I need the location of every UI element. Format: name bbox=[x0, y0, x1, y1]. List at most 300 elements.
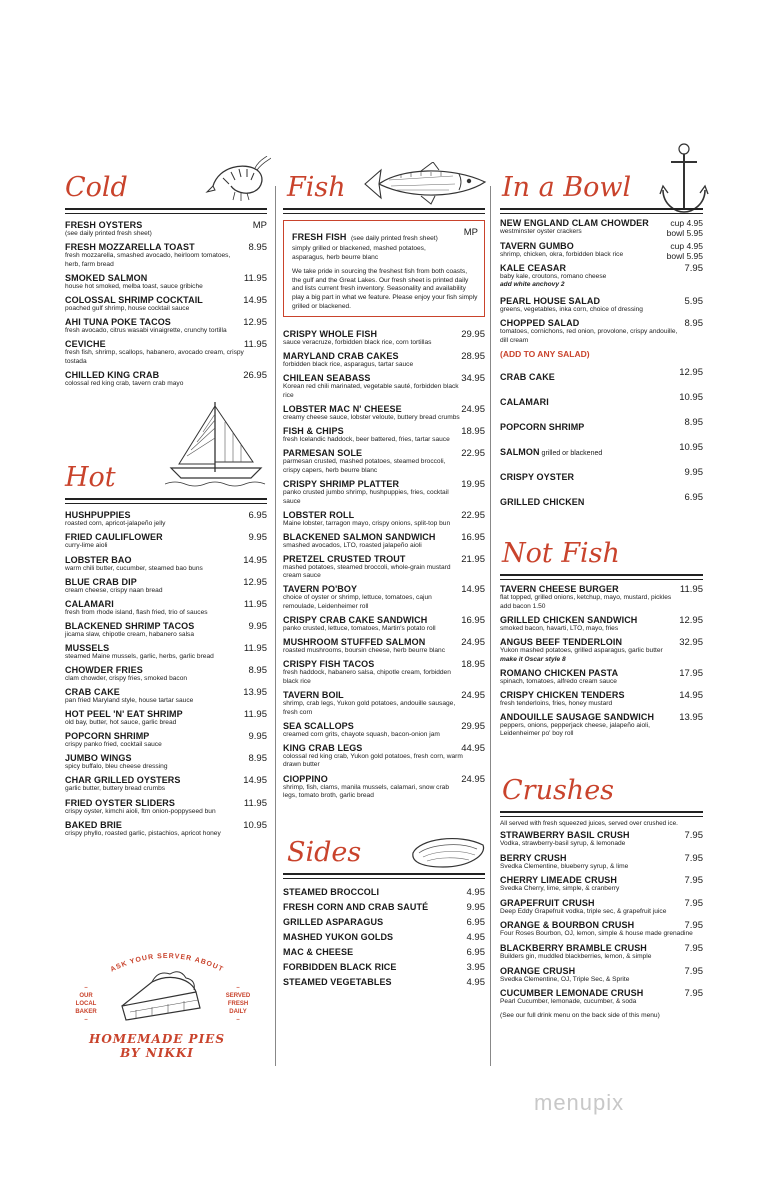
item-desc: fresh haddock, habanero salsa, chipotle cream, forbidden black rice bbox=[283, 669, 451, 685]
bowl-header bbox=[500, 170, 703, 210]
menu-item[interactable] bbox=[500, 296, 703, 315]
item-name: TAVERN GUMBO bbox=[500, 240, 574, 251]
sides-header bbox=[283, 835, 485, 875]
item-price: 4.95 bbox=[466, 976, 485, 988]
menu-item[interactable] bbox=[65, 599, 267, 618]
item-desc: smoked bacon, havarti, LTO, mayo, fries bbox=[500, 624, 619, 632]
item-name: FRESH FISH bbox=[292, 232, 347, 242]
menu-item[interactable] bbox=[65, 775, 267, 794]
addon-item[interactable] bbox=[500, 367, 703, 385]
item-desc: pan fried Maryland style, house tartar sauce bbox=[65, 697, 194, 705]
item-desc: mashed potatoes, steamed broccoli, whole-grain mustard cream sauce bbox=[283, 563, 451, 580]
item-price: 11.95 bbox=[243, 797, 267, 809]
item-price: 24.95 bbox=[461, 637, 485, 649]
item-price: 11.95 bbox=[243, 272, 267, 284]
item-price: 9.95 bbox=[466, 901, 485, 913]
homemade-pies-badge bbox=[72, 944, 262, 1069]
drink-item[interactable] bbox=[500, 830, 703, 849]
crushes-intro: All served with fresh squeezed juices, served over crushed ice. bbox=[500, 820, 678, 827]
menu-item[interactable] bbox=[65, 577, 267, 596]
item-desc: old bay, butter, hot sauce, garlic bread bbox=[65, 719, 177, 727]
item-desc: house hot smoked, melba toast, sauce gribiche bbox=[65, 282, 203, 290]
pie-slice-icon bbox=[112, 962, 212, 1026]
item-desc: spicy buffalo, bleu cheese dressing bbox=[65, 763, 168, 771]
item-price: cup 4.95 bowl 5.95 bbox=[666, 218, 703, 238]
item-desc: warm chili butter, cucumber, steamed bao buns bbox=[65, 564, 203, 572]
item-desc: fresh mozzarella, smashed avocado, heirloom tomatoes, herb, farm bread bbox=[65, 252, 231, 268]
crushes-title: Crushes bbox=[502, 775, 615, 806]
addon-item[interactable] bbox=[500, 417, 703, 435]
menu-item[interactable] bbox=[65, 709, 267, 728]
addon-item[interactable] bbox=[500, 392, 703, 410]
item-name: FRIED CAULIFLOWER bbox=[65, 532, 163, 543]
item-name: PEARL HOUSE SALAD bbox=[500, 295, 601, 306]
item-price: 16.95 bbox=[461, 531, 485, 543]
item-name: TAVERN CHEESE BURGER bbox=[500, 584, 619, 595]
item-price: 13.95 bbox=[243, 687, 267, 699]
item-desc: Four Roses Bourbon, OJ, lemon, simple & house made grenadine bbox=[500, 930, 693, 938]
item-price: 29.95 bbox=[461, 329, 485, 341]
item-name: FRIED OYSTER SLIDERS bbox=[65, 797, 176, 808]
item-desc: forbidden black rice, asparagus, tartar sauce bbox=[283, 361, 414, 369]
drink-menu-note: (See our full drink menu on the back side of this menu) bbox=[500, 1011, 660, 1019]
item-name: FORBIDDEN BLACK RICE bbox=[283, 961, 397, 972]
item-name: HUSHPUPPIES bbox=[65, 510, 131, 521]
item-price: 4.95 bbox=[466, 886, 485, 898]
menu-item[interactable] bbox=[283, 448, 485, 475]
item-price: 10.95 bbox=[679, 392, 703, 404]
crushes-list bbox=[500, 830, 703, 1007]
menu-item[interactable] bbox=[283, 690, 485, 717]
item-name: CRISPY WHOLE FISH bbox=[283, 329, 378, 340]
item-name: CRAB CAKE bbox=[500, 372, 555, 383]
item-desc: peppers, onions, pepperjack cheese, jalapeño aioli, Leidenheimer po' boy roll bbox=[500, 721, 650, 738]
sides-title: Sides bbox=[287, 836, 362, 868]
column-right bbox=[500, 170, 703, 1019]
item-price: 34.95 bbox=[461, 373, 485, 385]
item-name: CEVICHE bbox=[65, 339, 106, 350]
addon-item[interactable] bbox=[500, 492, 703, 510]
drink-item[interactable] bbox=[500, 988, 703, 1007]
oyster-illustration bbox=[409, 833, 489, 871]
item-desc: (see daily printed fresh sheet) bbox=[65, 230, 152, 237]
menu-item[interactable] bbox=[283, 774, 485, 801]
item-name: GRAPEFRUIT CRUSH bbox=[500, 897, 595, 908]
item-price: 7.95 bbox=[684, 920, 703, 932]
item-desc: crispy oyster, kimchi aioli, ftm onion-poppyseed bun bbox=[65, 807, 216, 815]
item-name: BLUE CRAB DIP bbox=[65, 576, 137, 587]
salad-addons-list bbox=[500, 367, 703, 510]
menu-item[interactable] bbox=[500, 318, 703, 345]
item-name: POPCORN SHRIMP bbox=[500, 422, 585, 433]
menu-item[interactable] bbox=[65, 242, 267, 269]
item-name: CRISPY SHRIMP PLATTER bbox=[283, 478, 400, 489]
addon-item[interactable] bbox=[500, 442, 703, 460]
item-name: FISH & CHIPS bbox=[283, 426, 344, 437]
item-name: SEA SCALLOPS bbox=[283, 720, 354, 731]
item-price: 24.95 bbox=[461, 773, 485, 785]
sailboat-illustration bbox=[165, 398, 275, 490]
item-price: 21.95 bbox=[461, 553, 485, 565]
menu-item[interactable] bbox=[65, 273, 267, 292]
item-price: 11.95 bbox=[243, 339, 267, 351]
item-name: CRISPY CRAB CAKE SANDWICH bbox=[283, 615, 428, 626]
item-name: STEAMED BROCCOLI bbox=[283, 886, 380, 897]
item-desc: roasted corn, apricot-jalapeño jelly bbox=[65, 520, 166, 528]
item-desc: shrimp, crab legs, Yukon gold potatoes, andouille sausage, fresh corn bbox=[283, 700, 456, 716]
item-name: CALAMARI bbox=[500, 397, 549, 408]
menu-item[interactable] bbox=[500, 615, 703, 634]
pie-title: HOMEMADE PIES BY NIKKI bbox=[89, 1032, 225, 1060]
item-name: CIOPPINO bbox=[283, 773, 328, 784]
item-name: FRESH CORN AND CRAB SAUTÉ bbox=[283, 901, 429, 912]
drink-item[interactable] bbox=[500, 943, 703, 962]
cold-title: Cold bbox=[65, 172, 128, 203]
cold-list bbox=[65, 220, 267, 388]
item-name: ROMANO CHICKEN PASTA bbox=[500, 667, 619, 678]
menu-item[interactable] bbox=[283, 426, 485, 445]
item-name: GRILLED CHICKEN bbox=[500, 497, 585, 508]
item-price: 28.95 bbox=[461, 351, 485, 363]
item-desc: tomatoes, cornichons, red onion, provolone, crispy andouille, dill cream bbox=[500, 327, 678, 344]
item-name: CRISPY OYSTER bbox=[500, 472, 575, 483]
item-desc: baby kale, croutons, romano cheese bbox=[500, 272, 607, 280]
watermark: menupix bbox=[534, 1090, 625, 1115]
fresh-fish-text: We take pride in sourcing the freshest fish from both coasts, the gulf and the Great Lakes. Our fresh sheet is printed daily and lists current fresh inventory. Seasonality and availability play a big part in what we feature. Please enjoy your fish simply grilled or blackened. bbox=[292, 268, 478, 310]
item-desc: crispy phyllo, roasted garlic, pistachios, apricot honey bbox=[65, 829, 221, 837]
item-price: 8.95 bbox=[248, 242, 267, 254]
menu-item[interactable] bbox=[283, 329, 485, 348]
item-desc: flat topped, grilled onions, ketchup, mayo, mustard, pickles bbox=[500, 594, 672, 602]
item-desc: smashed avocados, LTO, roasted jalapeño aioli bbox=[283, 541, 422, 549]
drink-item[interactable] bbox=[500, 920, 703, 939]
item-suffix: grilled or blackened bbox=[539, 450, 603, 458]
item-price: 3.95 bbox=[466, 961, 485, 973]
item-name: BERRY CRUSH bbox=[500, 852, 567, 863]
drink-item[interactable] bbox=[500, 875, 703, 894]
menu-item[interactable] bbox=[65, 220, 267, 239]
item-desc: creamy cheese sauce, lobster veloute, buttery bread crumbs bbox=[283, 414, 460, 422]
item-desc: spinach, tomatoes, alfredo cream sauce bbox=[500, 677, 617, 685]
menu-item[interactable] bbox=[500, 241, 703, 260]
item-desc: Svedka Cherry, lime, simple, & cranberry bbox=[500, 885, 620, 893]
item-desc: clam chowder, crispy fries, smoked bacon bbox=[65, 675, 188, 682]
column-middle bbox=[283, 170, 485, 992]
item-name: LOBSTER ROLL bbox=[283, 509, 355, 520]
item-price: 8.95 bbox=[684, 417, 703, 429]
item-desc: Pearl Cucumber, lemonade, cucumber, & soda bbox=[500, 998, 637, 1006]
menu-item[interactable] bbox=[283, 510, 485, 529]
menu-item[interactable] bbox=[283, 721, 485, 740]
item-price: 22.95 bbox=[461, 448, 485, 460]
item-price: 12.95 bbox=[243, 576, 267, 588]
item-desc: choice of oyster or shrimp, lettuce, tomatoes, cajun remoulade, Leidenheimer roll bbox=[283, 594, 432, 611]
item-price: 18.95 bbox=[461, 426, 485, 438]
item-name: STRAWBERRY BASIL CRUSH bbox=[500, 830, 630, 840]
item-name: PRETZEL CRUSTED TROUT bbox=[283, 553, 406, 564]
item-name: AHI TUNA POKE TACOS bbox=[65, 316, 171, 327]
item-price: 24.95 bbox=[461, 404, 485, 416]
menu-item[interactable] bbox=[283, 902, 485, 912]
item-desc: creamed corn grits, chayote squash, bacon-onion jam bbox=[283, 730, 440, 738]
item-desc: sauce veracruze, forbidden black rice, corn tortillas bbox=[283, 339, 432, 347]
item-name: GRILLED CHICKEN SANDWICH bbox=[500, 614, 638, 625]
menu-item[interactable] bbox=[283, 917, 485, 927]
item-price: 16.95 bbox=[461, 615, 485, 627]
item-desc: crispy panko fried, cocktail sauce bbox=[65, 741, 162, 749]
item-price: 10.95 bbox=[243, 819, 267, 831]
item-desc: panko crusted jumbo shrimp, hushpuppies, fries, cocktail sauce bbox=[283, 488, 449, 505]
item-desc: fresh Icelandic haddock, beer battered, fries, tartar sauce bbox=[283, 436, 450, 444]
item-note: (see daily printed fresh sheet) bbox=[350, 235, 438, 242]
item-price: 29.95 bbox=[461, 720, 485, 732]
menu-item[interactable] bbox=[500, 668, 703, 687]
item-price: 6.95 bbox=[684, 492, 703, 504]
column-left bbox=[65, 170, 267, 842]
item-price: 7.95 bbox=[684, 852, 703, 864]
item-name: CRAB CAKE bbox=[65, 687, 120, 698]
item-price: 11.95 bbox=[679, 584, 703, 596]
item-desc: colossal red king crab, Yukon gold potatoes, fresh corn, warm drawn butter bbox=[283, 752, 463, 769]
item-price: 8.95 bbox=[248, 665, 267, 676]
item-name: LOBSTER BAO bbox=[65, 554, 132, 565]
item-name: CHOWDER FRIES bbox=[65, 665, 143, 675]
menu-item[interactable] bbox=[65, 820, 267, 839]
item-name: ORANGE CRUSH bbox=[500, 965, 576, 976]
item-price: 9.95 bbox=[248, 731, 267, 743]
fish-title: Fish bbox=[287, 172, 346, 203]
item-price: 6.95 bbox=[248, 510, 267, 522]
notfish-header bbox=[500, 536, 703, 576]
item-desc: Yukon mashed potatoes, grilled asparagus, garlic butter bbox=[500, 646, 663, 654]
cold-header bbox=[65, 170, 267, 210]
item-desc: garlic butter, buttery bread crumbs bbox=[65, 785, 166, 793]
menu-item[interactable] bbox=[283, 932, 485, 942]
item-name: POPCORN SHRIMP bbox=[65, 731, 150, 742]
item-name: ORANGE & BOURBON CRUSH bbox=[500, 920, 635, 931]
item-price: 44.95 bbox=[461, 742, 485, 754]
item-price: 7.95 bbox=[684, 262, 703, 274]
menu-item[interactable] bbox=[500, 637, 703, 664]
item-price: 24.95 bbox=[461, 690, 485, 702]
item-desc: colossal red king crab, tavern crab mayo bbox=[65, 379, 184, 387]
menu-item[interactable] bbox=[500, 584, 703, 611]
menu-item[interactable] bbox=[283, 977, 485, 987]
item-desc: fresh avocado, citrus wasabi vinaigrette, crunchy tortilla bbox=[65, 326, 227, 334]
item-price: 11.95 bbox=[243, 642, 267, 654]
item-desc: panko crusted, lettuce, tomatoes, Martin's potato roll bbox=[283, 625, 436, 633]
item-price: 17.95 bbox=[679, 667, 703, 679]
item-desc: Deep Eddy Grapefruit vodka, triple sec, & grapefruit juice bbox=[500, 907, 667, 915]
bowl-list bbox=[500, 218, 703, 345]
item-name: GRILLED ASPARAGUS bbox=[283, 916, 384, 927]
item-price: 10.95 bbox=[679, 442, 703, 454]
item-name: MUSSELS bbox=[65, 642, 110, 653]
item-price: 7.95 bbox=[684, 830, 703, 841]
item-name: CUCUMBER LEMONADE CRUSH bbox=[500, 988, 644, 999]
menu-item[interactable] bbox=[65, 621, 267, 640]
menu-item[interactable] bbox=[283, 404, 485, 423]
item-desc: Korean red chili marinated, vegetable sauté, forbidden black rice bbox=[283, 383, 459, 399]
menu-item[interactable] bbox=[65, 687, 267, 706]
item-price: 12.95 bbox=[679, 367, 703, 379]
item-addon: make it Oscar style 8 bbox=[500, 655, 566, 663]
hot-list bbox=[65, 510, 267, 838]
item-price: 12.95 bbox=[243, 316, 267, 328]
item-price: 14.95 bbox=[243, 294, 267, 306]
item-name: CRISPY FISH TACOS bbox=[283, 659, 375, 670]
item-price: 7.95 bbox=[684, 875, 703, 887]
drink-item[interactable] bbox=[500, 966, 703, 985]
item-desc: shrimp, fish, clams, manila mussels, calamari, snow crab legs, tomato broth, garlic bread bbox=[283, 783, 449, 800]
item-desc: roasted mushrooms, boursin cheese, herb beurre blanc bbox=[283, 647, 446, 655]
item-price: 18.95 bbox=[461, 659, 485, 671]
sides-list bbox=[283, 887, 485, 987]
item-price: 14.95 bbox=[679, 689, 703, 701]
item-price: 14.95 bbox=[243, 775, 267, 787]
menu-item[interactable] bbox=[283, 584, 485, 611]
menu-item[interactable] bbox=[283, 947, 485, 957]
menu-item[interactable] bbox=[283, 554, 485, 581]
item-desc: curry-lime aioli bbox=[65, 542, 108, 550]
menu-item[interactable] bbox=[283, 615, 485, 634]
item-addon: add bacon 1.50 bbox=[500, 602, 546, 610]
add-to-salad-label: (ADD TO ANY SALAD) bbox=[500, 349, 590, 360]
item-name: BAKED BRIE bbox=[65, 819, 123, 830]
item-name: ANDOUILLE SAUSAGE SANDWICH bbox=[500, 711, 655, 722]
item-desc: steamed Maine mussels, garlic, herbs, garlic bread bbox=[65, 652, 214, 660]
menu-item[interactable] bbox=[283, 962, 485, 972]
item-desc: fresh from rhode island, flash fried, trio of sauces bbox=[65, 608, 208, 616]
item-name: HOT PEEL 'N' EAT SHRIMP bbox=[65, 709, 183, 720]
item-price: MP bbox=[463, 227, 478, 238]
item-price: 7.95 bbox=[684, 897, 703, 909]
menu-item[interactable] bbox=[283, 659, 485, 686]
item-name: MASHED YUKON GOLDS bbox=[283, 931, 394, 942]
item-price: 26.95 bbox=[243, 369, 267, 381]
menu-item[interactable] bbox=[65, 532, 267, 551]
item-price: 19.95 bbox=[461, 478, 485, 490]
drink-item[interactable] bbox=[500, 898, 703, 917]
menu-item[interactable] bbox=[65, 510, 267, 529]
item-name: KING CRAB LEGS bbox=[283, 742, 363, 753]
item-desc: Svedka Clementine, OJ, Triple Sec, & Sprite bbox=[500, 975, 630, 983]
item-desc: Builders gin, muddled blackberries, lemon, & simple bbox=[500, 952, 652, 960]
item-name: CHAR GRILLED OYSTERS bbox=[65, 775, 181, 786]
anchor-illustration bbox=[659, 142, 709, 218]
item-desc: cream cheese, crispy naan bread bbox=[65, 586, 163, 594]
pie-right-text: – SERVED FRESH DAILY – bbox=[225, 985, 251, 1023]
item-name: CALAMARI bbox=[65, 598, 114, 609]
item-desc: greens, vegetables, inka corn, choice of dressing bbox=[500, 305, 643, 313]
fresh-fish-box[interactable] bbox=[283, 220, 485, 317]
item-price: 11.95 bbox=[243, 598, 267, 610]
menu-item[interactable] bbox=[283, 887, 485, 897]
fish-header bbox=[283, 170, 485, 210]
drink-item[interactable] bbox=[500, 853, 703, 872]
column-divider bbox=[490, 186, 491, 1066]
menu-item[interactable] bbox=[65, 731, 267, 750]
menu-item[interactable] bbox=[500, 218, 703, 237]
item-name: TAVERN PO'BOY bbox=[283, 584, 358, 595]
item-name: MAC & CHEESE bbox=[283, 946, 354, 957]
item-name: STEAMED VEGETABLES bbox=[283, 976, 392, 987]
menu-item[interactable] bbox=[65, 643, 267, 662]
item-desc: Maine lobster, tarragon mayo, crispy onions, split-top bun bbox=[283, 519, 451, 527]
menu-item[interactable] bbox=[65, 370, 267, 389]
item-name: CHOPPED SALAD bbox=[500, 317, 580, 328]
item-name: MARYLAND CRAB CAKES bbox=[283, 351, 399, 362]
fish-list bbox=[283, 329, 485, 801]
item-desc: simply grilled or blackened, mashed potatoes, asparagus, herb beurre blanc bbox=[292, 245, 426, 261]
item-name: CRISPY CHICKEN TENDERS bbox=[500, 689, 625, 700]
item-price: 32.95 bbox=[679, 636, 703, 648]
menu-item[interactable] bbox=[283, 351, 485, 370]
item-price: 13.95 bbox=[679, 711, 703, 723]
item-name: MUSHROOM STUFFED SALMON bbox=[283, 637, 426, 648]
menu-item[interactable] bbox=[500, 690, 703, 709]
item-price: 6.95 bbox=[466, 916, 485, 928]
item-name: KALE CEASAR bbox=[500, 262, 567, 273]
item-name: COLOSSAL SHRIMP COCKTAIL bbox=[65, 294, 203, 305]
menu-item[interactable] bbox=[500, 712, 703, 739]
item-price: 8.95 bbox=[248, 753, 267, 765]
menu-item[interactable] bbox=[283, 373, 485, 400]
item-price: 7.95 bbox=[684, 988, 703, 1000]
menu-item[interactable] bbox=[65, 798, 267, 817]
item-desc: westminster oyster crackers bbox=[500, 228, 582, 235]
item-price: 7.95 bbox=[684, 942, 703, 954]
item-name: SALMON bbox=[500, 447, 540, 458]
item-price: MP bbox=[252, 220, 267, 231]
item-price: 4.95 bbox=[466, 931, 485, 943]
item-desc: fresh fish, shrimp, scallops, habanero, avocado cream, crispy tostada bbox=[65, 349, 244, 365]
item-name: ANGUS BEEF TENDERLOIN bbox=[500, 636, 623, 647]
item-name: CHERRY LIMEADE CRUSH bbox=[500, 875, 618, 886]
item-price: 7.95 bbox=[684, 965, 703, 977]
item-price: 9.95 bbox=[248, 620, 267, 632]
menu-item[interactable] bbox=[283, 532, 485, 551]
item-desc: fresh tenderloins, fries, honey mustard bbox=[500, 699, 613, 707]
hot-header bbox=[65, 460, 267, 500]
item-price: 9.95 bbox=[248, 532, 267, 544]
menu-item[interactable] bbox=[65, 753, 267, 772]
item-desc: jicama slaw, chipotle cream, habanero salsa bbox=[65, 630, 195, 638]
menu-item[interactable] bbox=[500, 263, 703, 290]
menu-item[interactable] bbox=[283, 479, 485, 506]
menu-item[interactable] bbox=[65, 555, 267, 574]
item-addon: add white anchovy 2 bbox=[500, 281, 565, 289]
pie-arc-label: ASK YOUR SERVER ABOUT bbox=[109, 952, 225, 974]
item-name: FRESH MOZZARELLA TOAST bbox=[65, 242, 195, 253]
menu-item[interactable] bbox=[65, 665, 267, 684]
item-desc: poached gulf shrimp, house cocktail sauce bbox=[65, 304, 190, 312]
menu-item[interactable] bbox=[65, 295, 267, 314]
item-name: BLACKBERRY BRAMBLE CRUSH bbox=[500, 942, 647, 953]
menu-item[interactable] bbox=[283, 743, 485, 770]
item-desc: Vodka, strawberry-basil syrup, & lemonade bbox=[500, 840, 626, 847]
hot-title: Hot bbox=[65, 462, 116, 494]
item-name: LOBSTER MAC N' CHEESE bbox=[283, 404, 402, 415]
menu-item[interactable] bbox=[283, 637, 485, 656]
item-price: 22.95 bbox=[461, 509, 485, 521]
notfish-title: Not Fish bbox=[502, 538, 620, 570]
menu-item[interactable] bbox=[65, 317, 267, 336]
menu-item[interactable] bbox=[65, 339, 267, 366]
item-name: TAVERN BOIL bbox=[283, 690, 344, 701]
notfish-list bbox=[500, 584, 703, 739]
addon-item[interactable] bbox=[500, 467, 703, 485]
